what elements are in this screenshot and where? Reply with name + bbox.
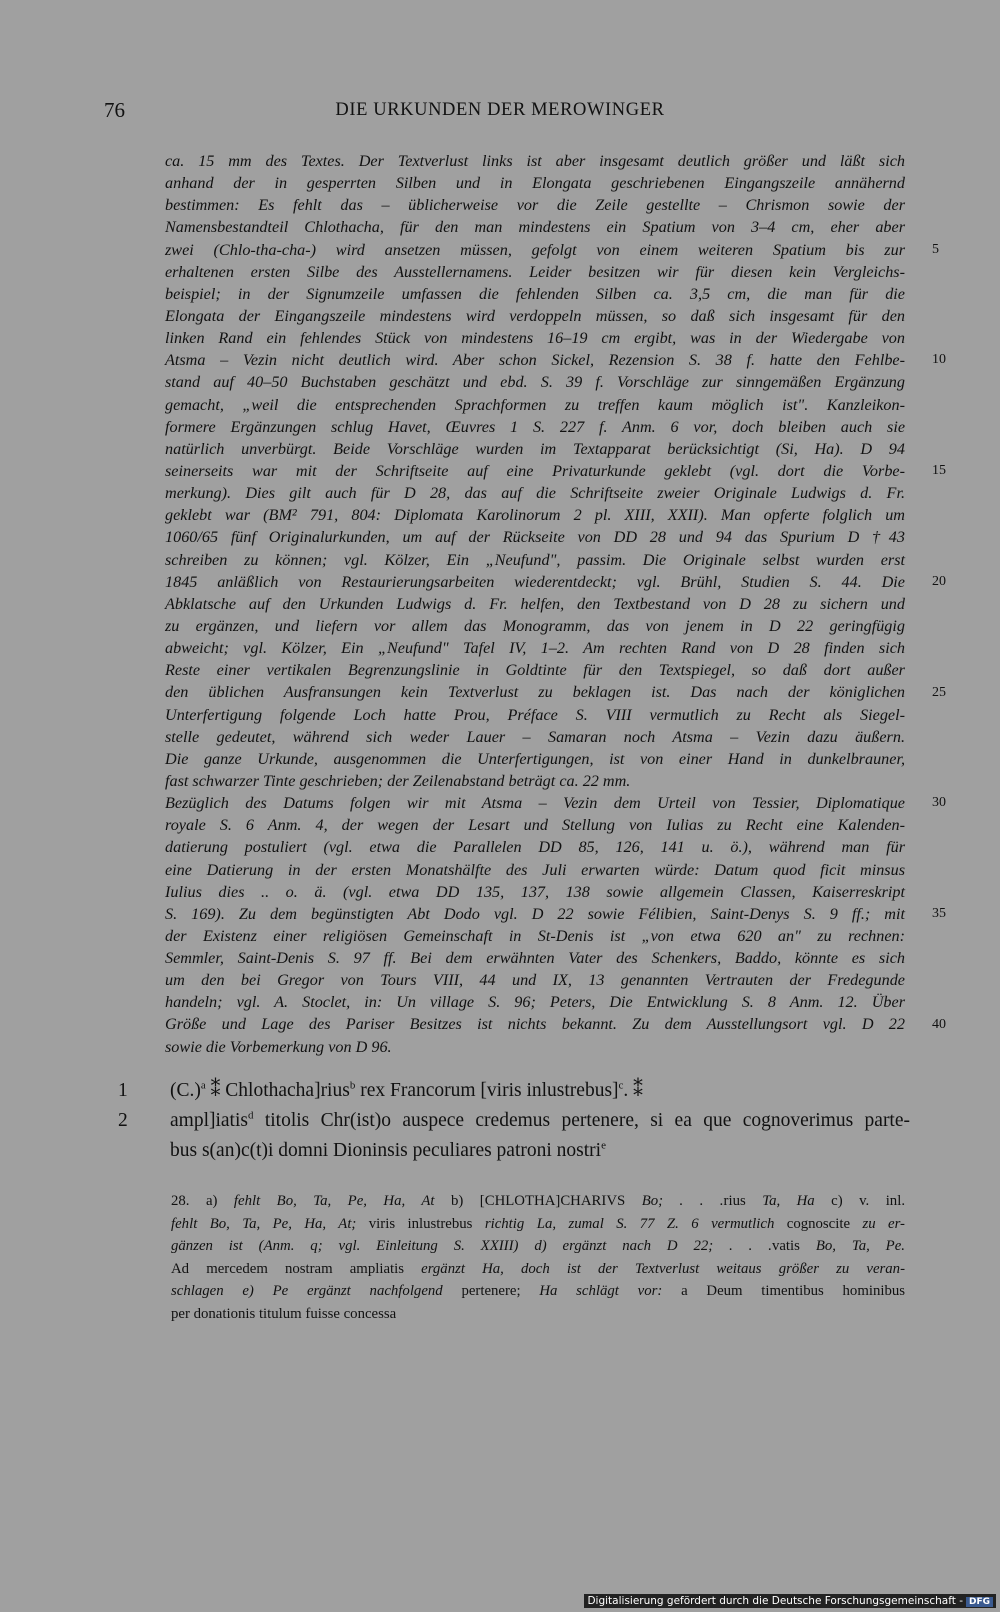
commentary-line: Bezüglich des Datums folgen wir mit Atsma – Vezin dem Urteil von Tessier, Diplomatique — [165, 794, 905, 813]
footnote-span: fehlt Bo, Ta, Pe, Ha, At; — [171, 1215, 369, 1232]
footnote-span: a Deum timentibus hominibus — [681, 1283, 906, 1299]
commentary-line: natürlich unverbürgt. Beide Vorschläge wurden im Textapparat berücksichtigt (Si, Ha). D 94 — [165, 439, 905, 458]
footnote-span: d) ergänzt nach D 22; . . . — [518, 1238, 772, 1254]
edition-text-span: ampl]iatis — [170, 1110, 248, 1131]
commentary-line: geklebt war (BM² 791, 804: Diplomata Karolinorum 2 pl. XIII, XXII). Man opferte folglich um — [165, 506, 905, 525]
commentary-line: Semmler, Saint-Denis S. 97 ff. Bei dem erwähnten Vater des Schenkers, Baddo, könnte es sich — [165, 949, 905, 968]
commentary-line: anhand der in gesperrten Silben und in Elongata geschriebenen Eingangszeile annähernd — [165, 174, 905, 193]
edition-line-2 — [118, 1106, 918, 1136]
margin-line-number: 40 — [932, 1016, 946, 1032]
footnote-span: Ta, Ha — [762, 1193, 815, 1209]
edition-text-span: rex Francorum [viris inlustrebus] — [355, 1080, 619, 1101]
apparatus-mark: e — [601, 1139, 606, 1152]
footnote-span: rius — [723, 1193, 763, 1209]
commentary-line: fast schwarzer Tinte geschrieben; der Zeilenabstand beträgt ca. 22 mm. — [165, 771, 631, 790]
edition-text-span: ⁑ Chlothacha]rius — [205, 1080, 350, 1101]
commentary-line: formere Ergänzungen schlug Havet, Œuvres 1 S. 227 f. Anm. 6 vor, doch bleiben auch sie — [165, 417, 905, 436]
commentary-line: der Existenz einer religiösen Gemeinschaft in St-Denis ist „von etwa 620 an" zu rechnen: — [165, 926, 905, 945]
margin-line-number: 25 — [932, 684, 946, 700]
commentary-line: Abklatsche auf den Urkunden Ludwigs d. Fr. helfen, den Textbestand von D 28 zu sichern und — [165, 594, 905, 613]
commentary-line: S. 169). Zu dem begünstigten Abt Dodo vgl. D 22 sowie Félibien, Saint-Denys S. 9 ff.; mit — [165, 904, 905, 923]
footnote-span: gänzen ist (Anm. q; vgl. Einleitung S. XXIII) — [171, 1238, 519, 1254]
margin-line-number: 30 — [932, 795, 946, 811]
edition-line-text — [170, 1136, 910, 1166]
margin-line-number: 5 — [932, 241, 939, 257]
margin-line-number: 10 — [932, 352, 946, 368]
edition-text-span: . ⁑ — [623, 1080, 643, 1101]
footnote-line — [171, 1213, 905, 1236]
edition-line-text — [170, 1106, 910, 1136]
commentary-line: Unterfertigung folgende Loch hatte Prou, Préface S. VIII vermutlich zu Recht als Siegel- — [165, 705, 905, 724]
footnote-span: per donationis titulum fuisse concessa — [171, 1305, 397, 1322]
footnote-span: fehlt Bo, Ta, Pe, Ha, At — [233, 1193, 435, 1209]
edition-line-number: 1 — [118, 1080, 128, 1101]
footnote-span: ergänzt Ha, doch ist der Textverlust weitaus größer zu veran- — [421, 1260, 905, 1277]
critical-apparatus — [171, 1190, 905, 1325]
page-number: 76 — [104, 98, 125, 122]
page-header — [0, 98, 1000, 128]
commentary-line: Größe und Lage des Pariser Besitzes ist nichts bekannt. Zu dem Ausstellungsort vgl. D 22 — [165, 1015, 905, 1034]
commentary-line: eine Datierung in der ersten Monatshälfte des Juli erwarten würde: Datum quod ficit minsus — [165, 860, 905, 879]
running-title: DIE URKUNDEN DER MEROWINGER — [335, 100, 665, 120]
commentary-line: Namensbestandteil Chlothacha, für den man mindestens ein Spatium von 3–4 cm, eher aber — [165, 218, 905, 237]
commentary-line: ca. 15 mm des Textes. Der Textverlust links ist aber insgesamt deutlich größer und läßt sich — [165, 152, 905, 170]
commentary-line: linken Rand ein fehlendes Stück von mindestens 16–19 cm ergibt, was in der Wiedergabe von — [165, 329, 905, 348]
edition-text-span: titolis Chr(ist)o auspece credemus pertenere, si ea que cognoverimus parte- — [253, 1110, 910, 1131]
commentary-line: seinerseits war mit der Schriftseite auf eine Privaturkunde geklebt (vgl. dort die Vorbe- — [165, 461, 905, 480]
commentary-line: handeln; vgl. A. Stoclet, in: Un village S. 96; Peters, Die Entwicklung S. 8 Anm. 12. Über — [165, 993, 905, 1012]
commentary-line: Reste einer vertikalen Begrenzungslinie in Goldtinte für den Textspiegel, so daß dort außer — [165, 661, 905, 680]
edition-line-1 — [118, 1076, 918, 1106]
commentary-line: stand auf 40–50 Buchstaben geschätzt und ebd. S. 39 f. Vorschläge zur sinngemäßen Ergänzung — [165, 373, 905, 392]
footnote-span: zu er- — [862, 1215, 905, 1232]
footnote-span: cognoscite — [786, 1215, 863, 1232]
commentary-line: stelle gedeutet, während sich weder Lauer – Samaran noch Atsma – Vezin dazu äußern. — [165, 727, 905, 746]
commentary-line: 1845 anläßlich von Restaurierungsarbeiten wiederentdeckt; vgl. Brühl, Studien S. 44. Die — [165, 572, 905, 591]
margin-line-number: 35 — [932, 906, 946, 922]
commentary-line: Elongata der Eingangszeile mindestens wird verdoppeln müssen, so daß sich insgesamt für den — [165, 306, 905, 325]
commentary-line: abweicht; vgl. Kölzer, Ein „Neufund" Tafel IV, 1–2. Am rechten Rand von D 28 finden sich — [165, 639, 905, 658]
margin-line-number: 15 — [932, 463, 946, 479]
commentary-line: Iulius dies .. o. ä. (vgl. etwa DD 135, 137, 138 sowie allgemein Classen, Kaiserreskript — [165, 882, 905, 901]
commentary-line: schreiben zu können; vgl. Kölzer, Ein „Neufund", passim. Die Originale selbst wurden erst — [165, 550, 905, 569]
apparatus-mark: a — [200, 1079, 206, 1092]
apparatus-mark: c — [618, 1079, 624, 1092]
commentary-line: 1060/65 fünf Originalurkunden, um auf der Rückseite von DD 28 und 94 das Spurium D †43 — [165, 528, 905, 547]
commentary-line: beispiel; in der Signumzeile umfassen die fehlenden Silben ca. 3,5 cm, die man für die — [165, 284, 905, 303]
commentary-line: gemacht, „weil die entsprechenden Sprachformen zu treffen kaum möglich ist". Kanzleikon- — [165, 395, 905, 414]
commentary-line: Die ganze Urkunde, ausgenommen die Unterfertigungen, ist von einer Hand in dunkelbrauner, — [165, 749, 905, 768]
commentary-line: sowie die Vorbemerkung von D 96. — [165, 1037, 392, 1056]
footnote-line — [171, 1235, 905, 1258]
footnote-line — [171, 1280, 905, 1303]
commentary-line: merkung). Dies gilt auch für D 28, das auf die Schriftseite zweier Originale Ludwigs d. Fr. — [165, 484, 905, 503]
edition-line-text — [170, 1076, 910, 1106]
footnote-line — [171, 1258, 905, 1281]
digitization-credit — [584, 1594, 996, 1608]
apparatus-mark: b — [349, 1079, 356, 1092]
commentary-line: um den bei Gregor von Tours VIII, 44 und IX, 13 genannten Vertrauten der Fredegunde — [165, 971, 905, 990]
edition-line-number: 2 — [118, 1110, 128, 1131]
commentary-line: datierung postuliert (vgl. etwa die Parallelen DD 85, 126, 141 u. ö.), während man für — [165, 838, 905, 857]
edition-line-3 — [118, 1136, 918, 1166]
footnote-span: viris inlustrebus — [368, 1215, 485, 1232]
footnote-span: Ha schlägt vor: — [539, 1283, 682, 1299]
footnote-span: Bo; . . . — [641, 1193, 724, 1209]
apparatus-mark: d — [247, 1109, 254, 1122]
commentary-line: erhaltenen ersten Silbe des Ausstellernamens. Leider besitzen wir für diesen kein Vergleichs- — [165, 262, 905, 281]
commentary-line: zu ergänzen, und liefern vor allem das Monogramm, das von jenem in D 22 geringfügig — [165, 616, 905, 635]
margin-line-number: 20 — [932, 573, 946, 589]
footnote-line — [171, 1190, 905, 1213]
footnote-span: vatis — [771, 1238, 816, 1254]
footnote-line — [171, 1303, 905, 1326]
footnote-span: Bo, Ta, Pe. — [815, 1238, 905, 1254]
credit-text: Digitalisierung gefördert durch die Deutsche Forschungsgemeinschaft - — [587, 1595, 963, 1607]
footnote-span: e) Pe ergänzt nachfolgend — [223, 1283, 462, 1299]
commentary-block — [165, 150, 905, 1058]
commentary-line: Atsma – Vezin nicht deutlich wird. Aber schon Sickel, Rezension S. 38 f. hatte den Fehlbe- — [165, 351, 905, 370]
footnote-span: richtig La, zumal S. 77 Z. 6 vermutlich — [484, 1215, 787, 1232]
footnote-span: b) [CHLOTHA]CHARIVS — [434, 1193, 642, 1209]
edition-text — [118, 1076, 918, 1166]
commentary-line: zwei (Chlo-tha-cha-) wird ansetzen müssen, gefolgt von einem weiteren Spatium bis zur — [165, 240, 905, 259]
commentary-line: bestimmen: Es fehlt das – üblicherweise vor die Zeile gestellte – Chrismon sowie der — [165, 196, 905, 215]
footnote-span: pertenere; — [461, 1283, 540, 1299]
commentary-line: den üblichen Ausfransungen kein Textverlust zu beklagen ist. Das nach der königlichen — [165, 683, 905, 702]
footnote-span: schlagen — [171, 1283, 224, 1299]
footnote-span: Ad mercedem nostram ampliatis — [171, 1260, 422, 1277]
footnote-span: c) v. inl. — [814, 1193, 906, 1209]
dfg-logo: DFG — [966, 1597, 993, 1607]
commentary-line: royale S. 6 Anm. 4, der wegen der Lesart und Stellung von Iulias zu Recht eine Kalenden- — [165, 816, 905, 835]
edition-text-span: bus s(an)c(t)i domni Dioninsis peculiares patroni nostri — [170, 1140, 602, 1161]
footnote-span: 28. a) — [171, 1193, 234, 1209]
edition-text-span: (C.) — [170, 1080, 201, 1101]
